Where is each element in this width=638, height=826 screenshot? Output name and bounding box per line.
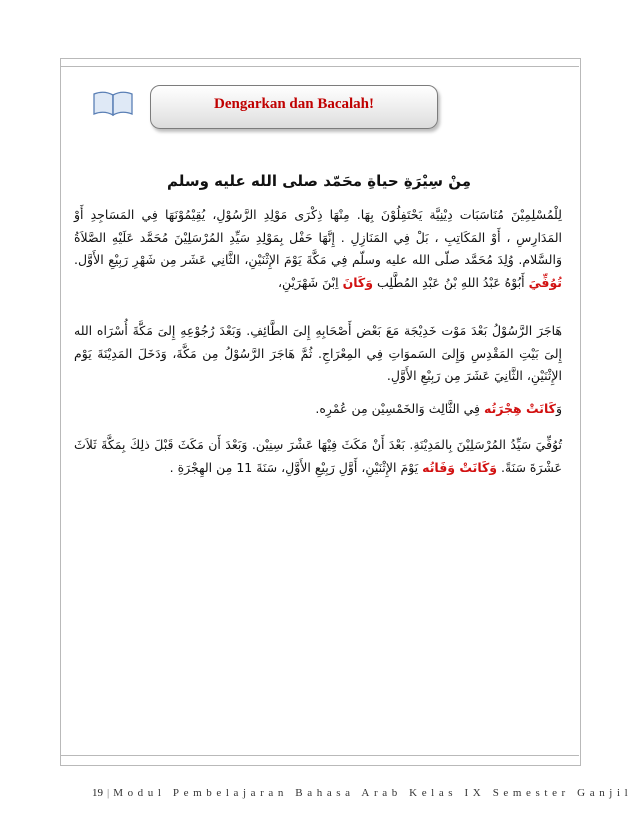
paragraph-text: فِي الثَّالِث وَالخَمْسِيْن مِن عُمْرِه. (315, 401, 484, 416)
paragraph-death (74, 434, 562, 479)
paragraph-text: تُوُفِّيَ سَيِّدُ المُرْسَلِيْنَ بِالمَدِيْنَةِ. بَعْدَ أَنْ مَكَثَ فِيْهَا عَشْرَ سِنِيْن. وَبَعْدَ أَن مَكَثَ قَبْلَ ذلِكَ بِمَكَّةَ ثَلاَثَ عَشْرَةَ سَنَةً. (74, 437, 562, 475)
banner-title: Dengarkan dan Bacalah! (213, 96, 375, 112)
paragraph-text: وَ (555, 401, 562, 416)
highlighted-word: تُوُفِّيَ (528, 274, 562, 290)
paragraph-text: أَبُوْهُ عَبْدُ اللهِ بْنُ عَبْدِ المُطَّلِب (372, 274, 529, 290)
section-title: مِنْ سِيْرَةِ حياةِ محَمّد صلى الله عليه وسلم (167, 172, 471, 190)
page-footer (92, 787, 633, 803)
module-title: Modul Pembelajaran Bahasa Arab Kelas IX Semester Ganjil (113, 787, 633, 799)
paragraph-text: اِبْنَ شَهْرَيْنِ، (277, 274, 343, 290)
highlighted-word: كَانَتْ هِجْرَتُه (483, 401, 556, 416)
open-book-icon (92, 91, 134, 117)
highlighted-word: وَكَانَتْ وَفَاتُه (422, 459, 498, 475)
bottom-border-line (60, 755, 579, 756)
instruction-banner (150, 85, 438, 129)
page-number: 19 (92, 787, 103, 799)
footer-separator: | (107, 787, 110, 799)
paragraph-text: يَوْمَ الإِثْنَيْنِ، أَوَّلِ رَبِيْعِ الأَوَّلِ، سَنَةَ 11 مِن الهِجْرَةِ . (169, 459, 423, 475)
highlighted-word: وَكَانَ (342, 274, 373, 290)
top-border-line (60, 66, 579, 67)
paragraph-hijra-age (74, 398, 562, 421)
paragraph-hijra: هَاجَرَ الرَّسُوْلُ بَعْدَ مَوْت خَدِيْجَة مَعَ بَعْض أَصْحَابِهِ إِلىَ الطَّائِفِ. وَبَعْدَ رُجُوْعِهِ إِلىَ مَكَّةَ أُسْرَاه الله إِلىَ بَيْتِ المَقْدِسِ وَإِلىَ السَموَاتِ فِي المِعْرَاجِ. ثُمَّ هَاجَرَ الرَّسُوْلُ مِن مَكَّةَ، وَدَخَلَ المَدِيْنَةَ يَوْم الإِثْنَيْنِ، الثَّانِيَ عَشَرَ مِن رَبِيْعِ الأَوَّلِ. (74, 323, 562, 383)
paragraph-birth (74, 204, 562, 294)
paragraph-text: لِلْمُسْلِمِيْنَ مُنَاسَبَات دِيْنِيَّة يَحْتَفِلُوْنَ بِهَا. مِنْهَا ذِكْرَى مَوْلِدِ الرَّسُوْلِ، يُقِيْمُوْنَهَا فِي المَسَاجِدِ أَوْ المَدَارِسِ ، أَوْ المَكَاتِبِ ، بَلْ فِي المَنَازِلِ . إِنَّهَا حَفْل بِمَوْلِدِ سَيِّدِ المُرْسَلِيْنَ مُحَمَّد عَلَيْهِ الصَّلاَةُ وَالسَّلام. وُلِدَ مُحَمَّد صلّى الله عليه وسلّم فِي مَكَّةَ يَوْمَ الإِثْنَيْنِ، الثَّانِي عَشَر مِن شَهْرِ رَبِيْعِ الأَوَّل. (74, 207, 562, 267)
